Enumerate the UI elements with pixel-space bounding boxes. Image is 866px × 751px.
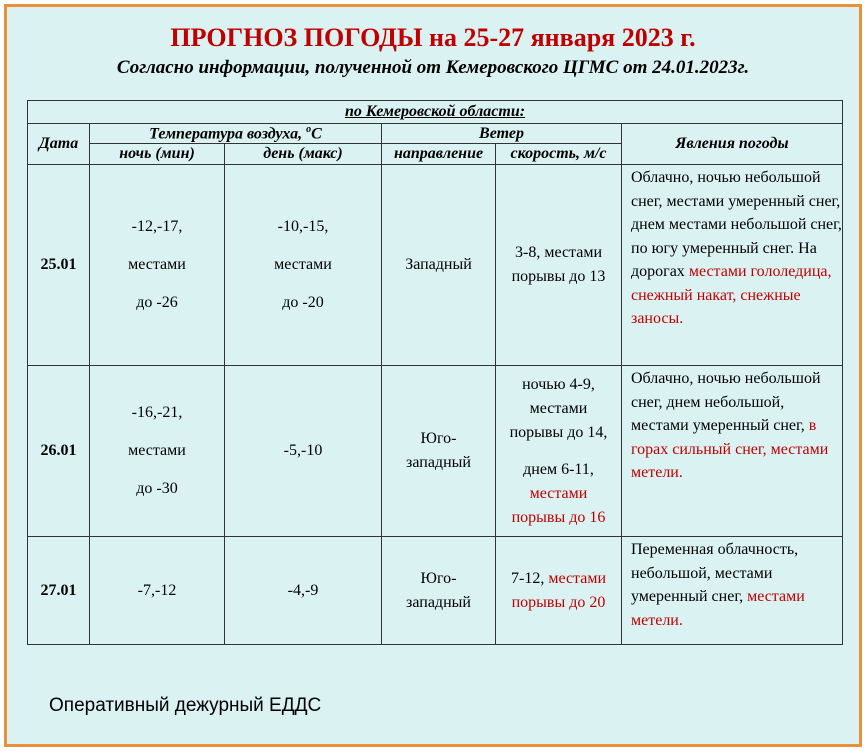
header-temperature-label: Температура воздуха, — [149, 125, 307, 143]
wind-speed-line: местами — [529, 399, 588, 417]
wind-speed-line: порывы до 13 — [511, 268, 606, 286]
night-temp — [90, 366, 225, 537]
table-row — [28, 537, 843, 645]
wind-speed-line: порывы до 14, — [509, 423, 608, 441]
row-date: 25.01 — [28, 165, 90, 366]
wind-speed-text: 7-12, — [510, 569, 549, 587]
day-temp-line: до -20 — [282, 294, 324, 312]
header-direction: направление — [382, 144, 496, 165]
night-temp-line: до -30 — [136, 480, 178, 498]
wind-speed-warning: местами — [548, 569, 607, 587]
header-wind: Ветер — [382, 124, 622, 144]
night-temp-line: до -26 — [136, 294, 178, 312]
spacer — [496, 445, 621, 458]
forecast-table — [27, 100, 843, 645]
wind-speed — [496, 537, 622, 645]
wind-direction-line: западный — [406, 454, 471, 472]
wind-speed-line: 3-8, местами — [514, 244, 603, 262]
night-temp — [90, 165, 225, 366]
table-row — [28, 366, 843, 537]
region-header — [28, 101, 843, 124]
day-temp-line: местами — [274, 256, 332, 274]
page-frame — [4, 4, 862, 747]
header-day: день (макс) — [225, 144, 382, 165]
wind-direction-line: Юго- — [420, 569, 457, 587]
header-date: Дата — [28, 124, 90, 165]
wind-direction-line: Юго- — [420, 430, 457, 448]
wind-speed — [496, 366, 622, 537]
wind-direction — [382, 366, 496, 537]
phenomena — [622, 537, 843, 645]
wind-direction — [382, 537, 496, 645]
wind-speed — [496, 165, 622, 366]
day-temp: -4,-9 — [225, 537, 382, 645]
table-row — [28, 165, 843, 366]
phenomena-warning: местами гололедица, снежный накат, снежные заносы. — [631, 263, 832, 328]
header-temperature — [90, 124, 382, 144]
phenomena-text: Переменная облачность, небольшой, местами умеренный снег, — [631, 541, 799, 606]
header-night: ночь (мин) — [90, 144, 225, 165]
day-temp — [225, 165, 382, 366]
header-temperature-unit: С — [311, 125, 322, 143]
footer-signature: Оперативный дежурный ЕДДС — [49, 695, 322, 716]
day-temp-line: -10,-15, — [277, 218, 329, 236]
night-temp-line: местами — [128, 442, 186, 460]
night-temp-line: -16,-21, — [131, 404, 183, 422]
wind-speed-warning: порывы до 20 — [511, 593, 606, 611]
wind-speed-warning: местами — [529, 484, 588, 502]
phenomena — [622, 165, 843, 366]
wind-direction-line: западный — [406, 593, 471, 611]
page-subtitle: Согласно информации, полученной от Кемеровского ЦГМС от 24.01.2023г. — [116, 57, 750, 78]
region-label: по Кемеровской области: — [344, 103, 526, 120]
row-date: 26.01 — [28, 366, 90, 537]
page-title: ПРОГНОЗ ПОГОДЫ на 25-27 января 2023 г. — [170, 23, 696, 52]
phenomena-text: Облачно, ночью небольшой снег, днем небольшой, местами умеренный снег, — [631, 370, 821, 435]
row-date: 27.01 — [28, 537, 90, 645]
header-temperature-sup: о — [306, 124, 312, 135]
phenomena-warning: местами метели. — [631, 588, 805, 629]
night-temp-line: -12,-17, — [131, 218, 183, 236]
wind-speed-line: ночью 4-9, — [522, 375, 595, 393]
day-temp: -5,-10 — [225, 366, 382, 537]
header-phenomena: Явления погоды — [622, 124, 843, 165]
wind-direction: Западный — [382, 165, 496, 366]
phenomena-text: Облачно, ночью небольшой снег, местами умеренный снег, днем местами небольшой снег, по югу умеренный снег. На дорогах — [631, 169, 842, 281]
header-speed: скорость, м/с — [496, 144, 622, 165]
wind-speed-warning: порывы до 16 — [511, 508, 606, 526]
phenomena — [622, 366, 843, 537]
wind-speed-line: днем 6-11, — [523, 460, 594, 478]
night-temp-line: местами — [128, 256, 186, 274]
night-temp: -7,-12 — [90, 537, 225, 645]
phenomena-warning: в горах сильный снег, местами метели. — [631, 417, 829, 482]
